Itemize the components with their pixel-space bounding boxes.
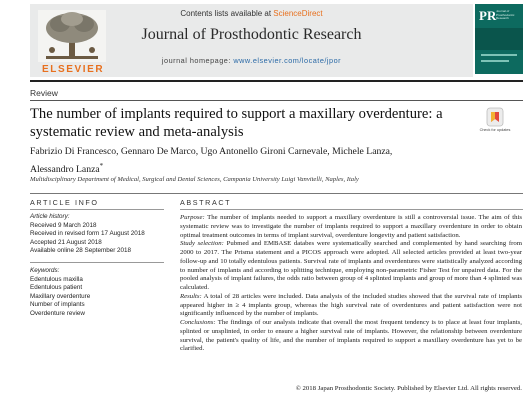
journal-header: [30, 4, 473, 77]
history-entry: Received in revised form 17 August 2018: [30, 230, 145, 238]
homepage-prefix: journal homepage:: [161, 56, 234, 65]
conclusions-text: The findings of our analysis indicate that overall the most frequent tendency is to place at least four implants, splinted or unsplinted, in order to ensure a higher survival rate of implants. However, the relationship between overdenture survival, the patient's quality of life, and the number of implants required to support a maxillary overdenture has yet to be clarified.: [180, 319, 522, 353]
abstract-conclusions: [180, 319, 522, 354]
keywords: [30, 267, 90, 319]
article-type: Review: [30, 88, 58, 98]
header-divider: [30, 80, 523, 82]
author-list: [30, 145, 410, 177]
authors-text: Fabrizio Di Francesco, Gennaro De Marco, Ugo Antonello Gironi Carnevale, Michele Lanza, Alessandro Lanza: [30, 146, 393, 176]
divider: [30, 209, 164, 210]
study-selection-text: Pubmed and EMBASE databes were systematically searched and complemented by hand searching from 2000 to 2017. The Prisma statement and a PICOS approach were adopted. All selected articles provided at least two-year follow-up and 10 totally edentulous patients. Survival rate of implants and overdentures were statistically analyzed according to number of implants and according to splitting technique, employing non-parametric Fisher Test for unpaired data. For the pooled analysis of implant failures, the odds ratio between group of 4 splinted implants and group of more than 4 splinted was calculated.: [180, 240, 522, 291]
history-entry: Accepted 21 August 2018: [30, 238, 102, 246]
article-info-heading: ARTICLE INFO: [30, 198, 99, 207]
affiliation: Multidisciplinary Department of Medical, Surgical and Dental Sciences, Campania University Luigi Vanvitelli, Naples, Italy: [30, 176, 359, 183]
keyword: Edentulous maxilla: [30, 275, 83, 283]
divider: [30, 193, 523, 194]
journal-cover-thumbnail[interactable]: [475, 4, 523, 74]
history-entry: Available online 28 September 2018: [30, 247, 132, 255]
study-selection-label: Study selection:: [180, 240, 224, 248]
keyword: Overdenture review: [30, 309, 85, 317]
check-for-updates-button[interactable]: [478, 107, 512, 141]
contents-line: [30, 9, 473, 18]
keyword: Maxillary overdenture: [30, 292, 91, 300]
keywords-label: Keywords:: [30, 267, 60, 274]
purpose-label: Purpose:: [180, 214, 205, 221]
journal-title: Journal of Prosthodontic Research: [141, 26, 362, 43]
conclusions-label: Conclusions:: [180, 319, 216, 326]
article-history: [30, 213, 145, 256]
divider: [180, 209, 523, 210]
corresponding-author-mark[interactable]: *: [99, 162, 104, 170]
history-label: Article history:: [30, 213, 70, 220]
publisher-name: ELSEVIER: [42, 64, 105, 75]
cover-abbreviation: PR: [479, 8, 497, 23]
cover-stripe: [481, 54, 517, 56]
abstract-heading: ABSTRACT: [180, 198, 232, 207]
abstract-results: [180, 293, 522, 319]
contents-prefix: Contents lists available at: [180, 9, 274, 18]
journal-homepage: [30, 56, 473, 65]
bookmark-badge-icon: [486, 107, 504, 127]
divider: [30, 100, 523, 101]
homepage-link[interactable]: www.elsevier.com/locate/jpor: [233, 56, 342, 65]
article-title: The number of implants required to support a maxillary overdenture: a systematic review and meta-analysis: [30, 106, 443, 140]
results-text: A total of 28 articles were included. Data analysis of the included studies showed that the survival rate of implants appeared higher in ≥ 4 implants group, whereas the high survival rate of overdentures and patient satisfaction were not significantly influenced by the number of implants.: [180, 292, 522, 318]
abstract-body: [180, 214, 522, 354]
divider: [30, 262, 164, 263]
cover-stripe: [481, 60, 509, 62]
sciencedirect-link[interactable]: ScienceDirect: [273, 9, 323, 18]
cover-band: [475, 28, 523, 50]
check-for-updates-label: Check for updates: [479, 128, 511, 132]
keyword: Edentulous patient: [30, 284, 83, 292]
keyword: Number of implants: [30, 301, 85, 309]
purpose-text: The number of implants needed to support a maxillary overdenture is still a controversial issue. The aim of this systematic review was to investigate the number of implants required to support a maxillary overdenture in order to obtain optimal treatment outcomes in terms of implant survival, overdenture longevity and patient satisfaction.: [180, 214, 522, 239]
results-label: Results:: [180, 292, 202, 300]
cover-subtitle: Journal of Prosthodontic Research: [496, 9, 515, 21]
copyright-notice: © 2018 Japan Prosthodontic Society. Published by Elsevier Ltd. All rights reserved.: [295, 385, 522, 392]
abstract-purpose: [180, 214, 522, 240]
abstract-study-selection: [180, 240, 522, 293]
history-entry: Received 9 March 2018: [30, 221, 97, 229]
